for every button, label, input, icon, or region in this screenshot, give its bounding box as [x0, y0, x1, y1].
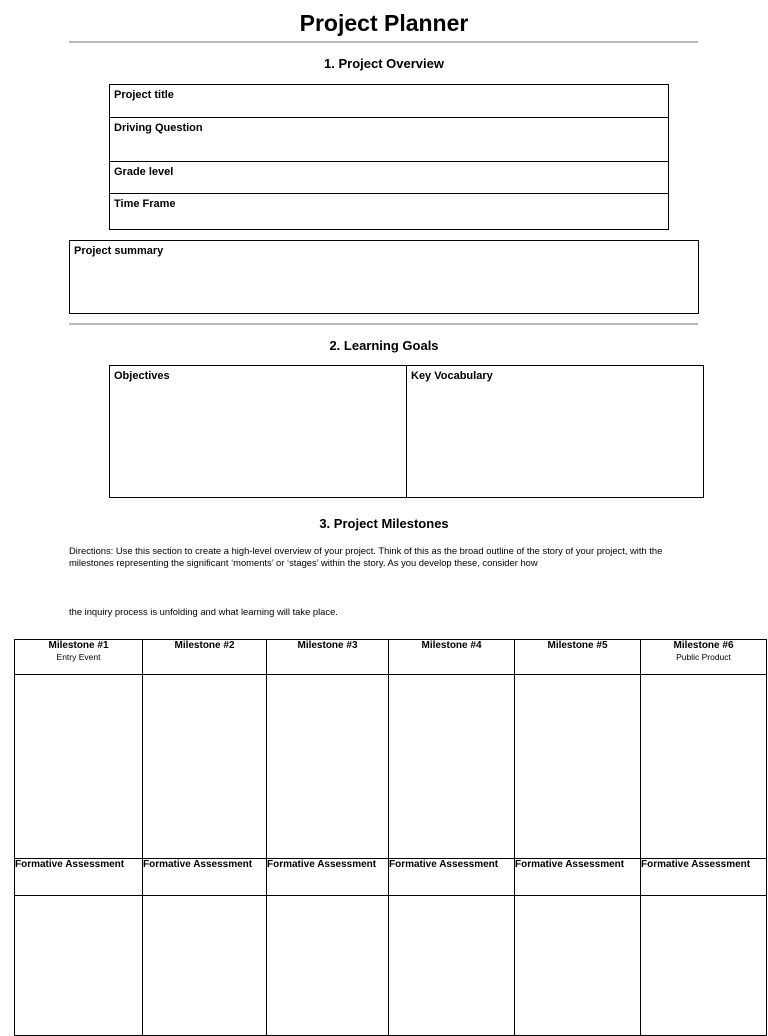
- divider-top: [69, 41, 698, 43]
- milestone-1-subtitle: Entry Event: [56, 652, 101, 662]
- milestone-6-title: Milestone #6: [673, 640, 734, 651]
- formative-assessment-1-cell[interactable]: [15, 896, 143, 1036]
- page-title: Project Planner: [299, 10, 469, 36]
- formative-assessment-6-label: Formative Assessment: [641, 859, 767, 896]
- divider-middle: [69, 323, 698, 325]
- milestone-4-title: Milestone #4: [421, 640, 482, 651]
- objectives-field[interactable]: Objectives: [110, 366, 407, 497]
- milestone-3-header: [267, 640, 389, 675]
- driving-question-field[interactable]: Driving Question: [110, 118, 668, 162]
- formative-assessment-6-cell[interactable]: [641, 896, 767, 1036]
- directions-text-continued: the inquiry process is unfolding and what learning will take place.: [69, 606, 338, 617]
- milestone-4-header: [389, 640, 515, 675]
- formative-assessment-5-label: Formative Assessment: [515, 859, 641, 896]
- milestone-5-title: Milestone #5: [547, 640, 608, 651]
- formative-assessment-2-label: Formative Assessment: [143, 859, 267, 896]
- milestone-2-title: Milestone #2: [174, 640, 235, 651]
- section-heading-goals: 2. Learning Goals: [329, 338, 439, 353]
- milestone-6-header: [641, 640, 767, 675]
- key-vocabulary-field[interactable]: Key Vocabulary: [411, 370, 493, 382]
- project-summary-field[interactable]: Project summary: [69, 240, 699, 314]
- goals-table: [109, 365, 704, 498]
- project-title-field[interactable]: Project title: [110, 85, 668, 118]
- milestone-1-title: Milestone #1: [48, 640, 109, 651]
- milestone-3-title: Milestone #3: [297, 640, 358, 651]
- milestone-6-subtitle: Public Product: [676, 652, 731, 662]
- formative-assessment-4-label: Formative Assessment: [389, 859, 515, 896]
- milestone-6-cell[interactable]: [641, 675, 767, 859]
- time-frame-field[interactable]: Time Frame: [114, 198, 176, 210]
- formative-assessment-3-label: Formative Assessment: [267, 859, 389, 896]
- formative-assessment-3-cell[interactable]: [267, 896, 389, 1036]
- milestone-5-header: [515, 640, 641, 675]
- overview-table: [109, 84, 669, 230]
- milestones-table: [14, 639, 767, 1036]
- formative-assessment-2-cell[interactable]: [143, 896, 267, 1036]
- formative-assessment-5-cell[interactable]: [515, 896, 641, 1036]
- formative-assessment-1-label: Formative Assessment: [15, 859, 143, 896]
- milestone-2-cell[interactable]: [143, 675, 267, 859]
- formative-assessment-4-cell[interactable]: [389, 896, 515, 1036]
- milestone-2-header: [143, 640, 267, 675]
- grade-level-field[interactable]: Grade level: [110, 162, 668, 194]
- section-heading-milestones: 3. Project Milestones: [319, 516, 449, 531]
- milestone-1-cell[interactable]: [15, 675, 143, 859]
- directions-text: Directions: Use this section to create a high-level overview of your project. Think of this as the broad outline of the story of your project, with the milestones representing the significant ‘moments’ or ‘stages’ within the story. As you develop these, consider how: [69, 545, 663, 568]
- milestone-5-cell[interactable]: [515, 675, 641, 859]
- section-heading-overview: 1. Project Overview: [324, 56, 444, 71]
- milestone-4-cell[interactable]: [389, 675, 515, 859]
- milestone-1-header: [15, 640, 143, 675]
- milestone-3-cell[interactable]: [267, 675, 389, 859]
